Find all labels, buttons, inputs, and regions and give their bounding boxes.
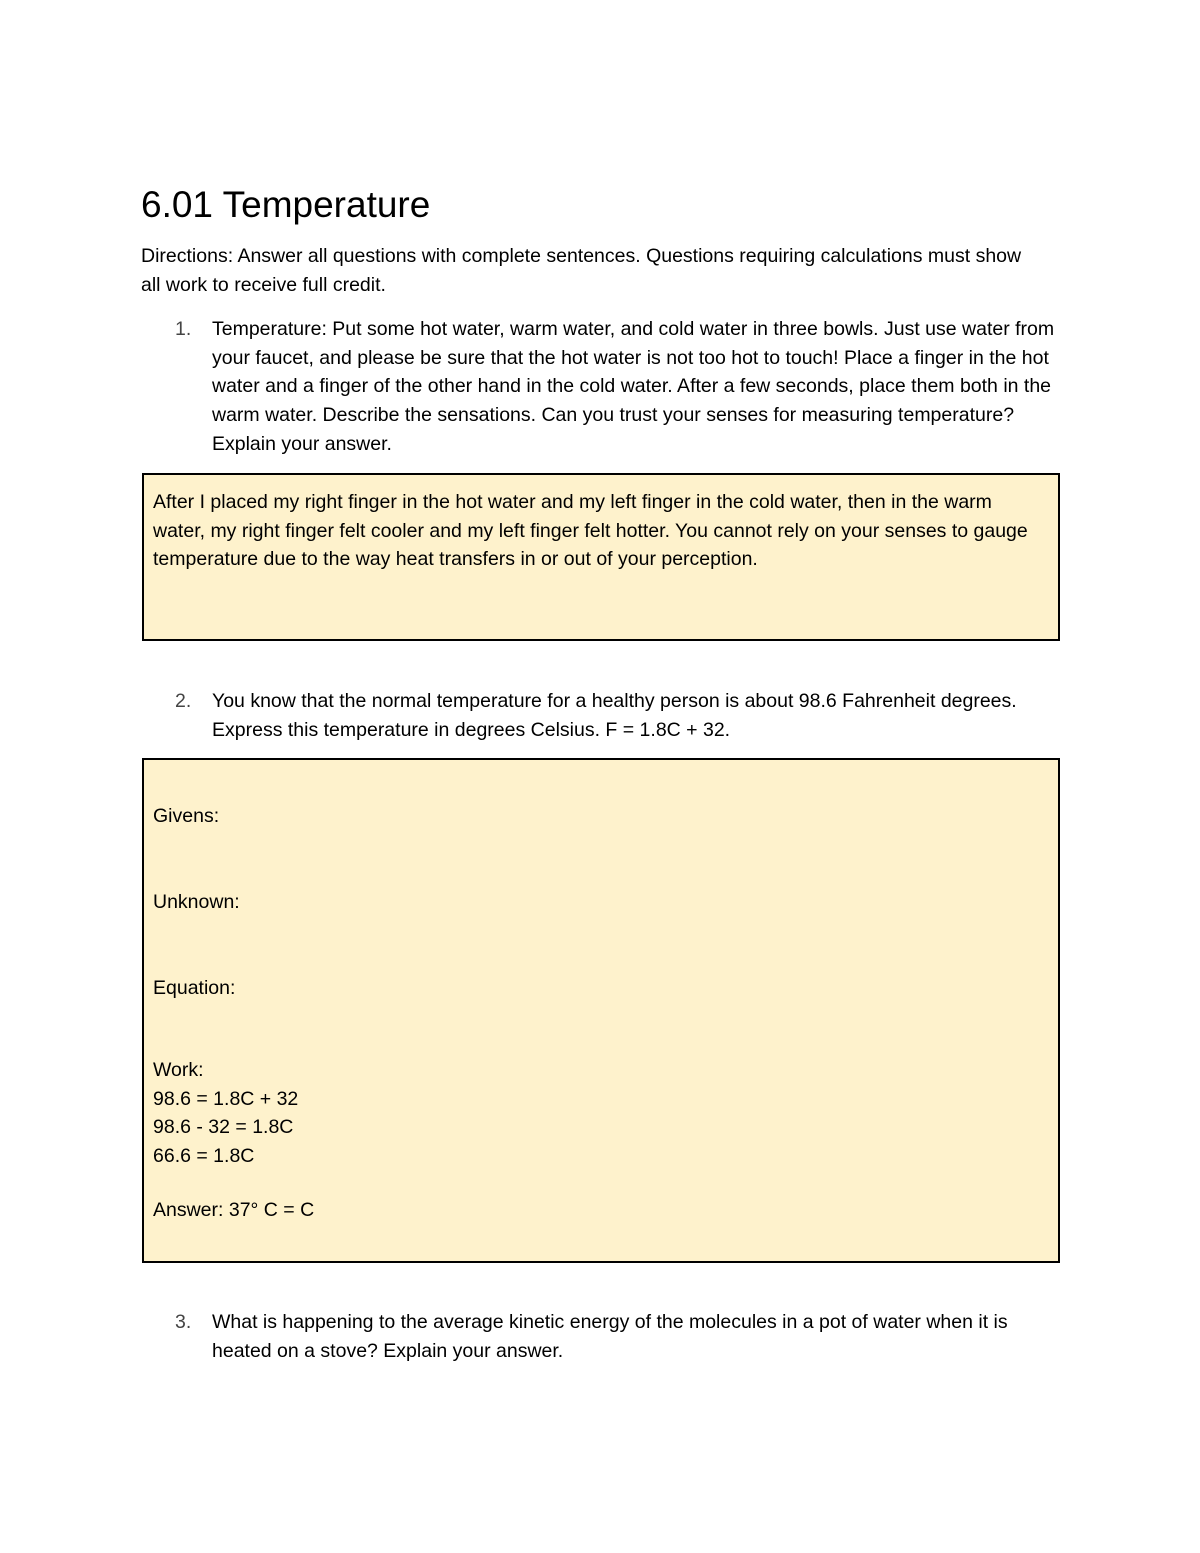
question-text: You know that the normal temperature for a healthy person is about 98.6 Fahrenheit degrees. Express this temperature in degrees Celsius. F = 1.8C + 32. (212, 690, 1017, 741)
directions-text: Directions: Answer all questions with complete sentences. Questions requiring calculations must show all work to receive full credit. (141, 245, 1022, 296)
question-1 (141, 315, 1061, 459)
unknown-label: Unknown: (153, 891, 240, 913)
question-2 (141, 687, 1061, 744)
question-number: 3. (175, 1311, 192, 1333)
answer-text: After I placed my right finger in the hot water and my left finger in the cold water, then in the warm water, my right finger felt cooler and my left finger felt hotter. You cannot rely on your senses to gauge temperature due to the way heat transfers in or out of your perception. (153, 491, 1028, 571)
answer-box-1[interactable] (142, 473, 1060, 641)
work-label: Work: (153, 1059, 204, 1081)
work-line: 98.6 - 32 = 1.8C (153, 1116, 294, 1138)
question-number: 2. (175, 690, 192, 712)
answer-box-2[interactable] (142, 758, 1060, 1263)
work-line: 98.6 = 1.8C + 32 (153, 1088, 299, 1110)
question-3 (141, 1308, 1061, 1365)
question-number: 1. (175, 318, 192, 340)
answer-line: Answer: 37° C = C (153, 1199, 315, 1221)
page-title: 6.01 Temperature (141, 184, 431, 225)
givens-label: Givens: (153, 805, 220, 827)
question-text: What is happening to the average kinetic energy of the molecules in a pot of water when it is heated on a stove? Explain your answer. (212, 1311, 1008, 1362)
question-text: Temperature: Put some hot water, warm water, and cold water in three bowls. Just use water from your faucet, and please be sure that the hot water is not too hot to touch! Place a finger in the hot water and a finger of the other hand in the cold water. After a few seconds, place them both in the warm water. Describe the sensations. Can you trust your senses for measuring temperature? Explain your answer. (212, 318, 1055, 455)
work-line: 66.6 = 1.8C (153, 1145, 255, 1167)
equation-label: Equation: (153, 977, 236, 999)
